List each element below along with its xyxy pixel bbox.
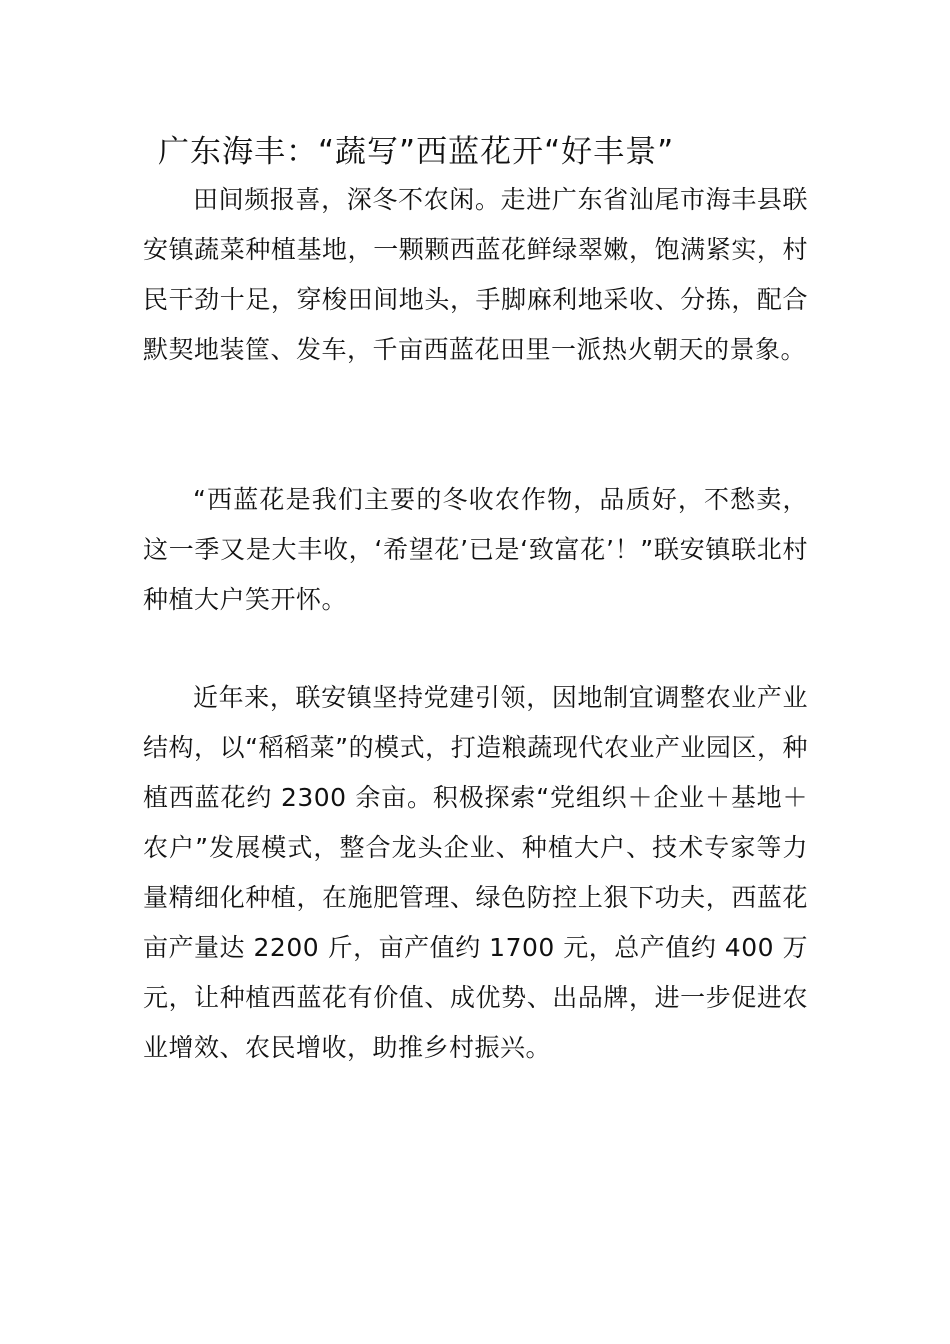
paragraph-1: 田间频报喜，深冬不农闲。走进广东省汕尾市海丰县联安镇蔬菜种植基地，一颗颗西蓝花鲜绿翠嫩，饱满紧实，村民干劲十足，穿梭田间地头，手脚麻利地采收、分拣，配合默契地装筐、发车，千亩西蓝花田里一派热火朝天的景象。	[143, 185, 808, 364]
article-title: 广东海丰：“蔬写”西蓝花开“好丰景”	[158, 134, 675, 170]
paragraph-3: 近年来，联安镇坚持党建引领，因地制宜调整农业产业结构，以“稻稻菜”的模式，打造粮蔬现代农业产业园区，种植西蓝花约 2300 余亩。积极探索“党组织＋企业＋基地＋农户”发展模式，整合龙头企业、种植大户、技术专家等力量精细化种植，在施肥管理、绿色防控上狠下功夫，西蓝花亩产量达 2200 斤，亩产值约 1700 元，总产值约 400 万元，让种植西蓝花有价值、成优势、出品牌，进一步促进农业增效、农民增收，助推乡村振兴。	[143, 683, 808, 1062]
paragraph-2: “西蓝花是我们主要的冬收农作物，品质好，不愁卖，这一季又是大丰收，‘希望花’已是‘致富花’！”联安镇联北村种植大户笑开怀。	[143, 485, 808, 614]
